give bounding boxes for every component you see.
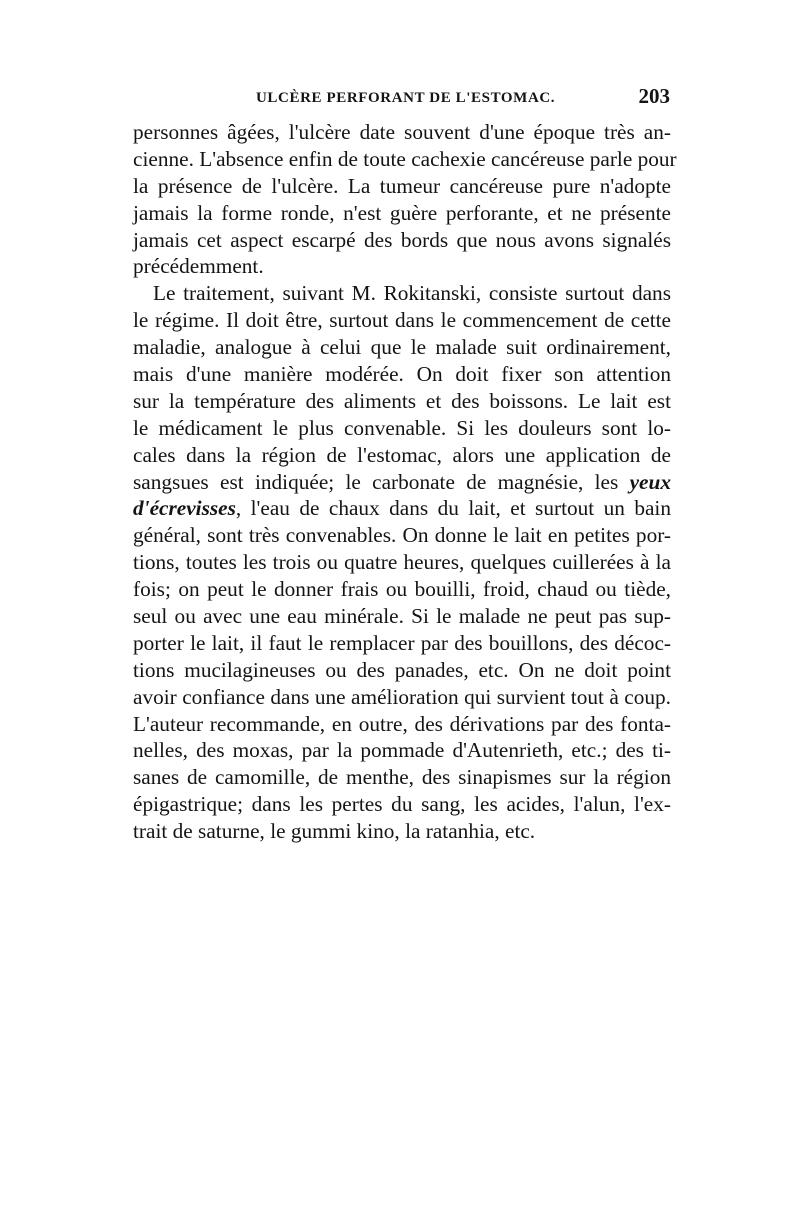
text-line: maladie, analogue à celui que le malade suit ordinairement,: [133, 335, 671, 360]
text-line-part: sangsues est indiquée; le carbonate de magnésie, les: [133, 469, 619, 494]
text-line: personnes âgées, l'ulcère date souvent d'une époque très an-: [133, 120, 671, 144]
running-title: ULCÈRE PERFORANT DE L'ESTOMAC.: [256, 90, 556, 106]
text-line-part: , l'eau de chaux dans du lait, et surtout un bain: [235, 496, 671, 521]
text-line: le médicament le plus convenable. Si les douleurs sont lo-: [133, 415, 671, 440]
text-line: sanes de camomille, de menthe, des sinapismes sur la région: [133, 765, 671, 790]
text-line: Le traitement, suivant M. Rokitanski, consiste surtout dans: [153, 281, 671, 306]
text-line: général, sont très convenables. On donne le lait en petites por-: [133, 523, 671, 548]
body-text: [133, 119, 677, 845]
text-line: nelles, des moxas, par la pommade d'Autenrieth, etc.; des ti-: [133, 738, 671, 763]
text-line: seul ou avec une eau minérale. Si le malade ne peut pas sup-: [133, 604, 671, 629]
italic-word: yeux: [629, 469, 671, 494]
text-line: sur la température des aliments et des boissons. Le lait est: [133, 388, 671, 413]
text-line: jamais la forme ronde, n'est guère perforante, et ne présente: [133, 200, 671, 225]
text-line: tions mucilagineuses ou des panades, etc. On ne doit point: [133, 657, 671, 682]
text-line: cienne. L'absence enfin de toute cachexie cancéreuse parle pour: [133, 146, 677, 171]
italic-word: d'écrevisses: [133, 496, 236, 521]
text-line: jamais cet aspect escarpé des bords que nous avons signalés: [133, 227, 671, 252]
running-head: [130, 84, 670, 114]
text-line: avoir confiance dans une amélioration qui survient tout à coup.: [133, 684, 671, 709]
text-line: cales dans la région de l'estomac, alors une application de: [133, 442, 671, 467]
text-line: la présence de l'ulcère. La tumeur cancéreuse pure n'adopte: [133, 173, 671, 198]
text-line: fois; on peut le donner frais ou bouilli, froid, chaud ou tiède,: [133, 577, 671, 602]
text-line-with-italic: [133, 469, 671, 496]
text-line: précédemment.: [133, 254, 264, 279]
text-line: porter le lait, il faut le remplacer par des bouillons, des décoc-: [133, 630, 671, 655]
page-number: 203: [638, 84, 670, 108]
text-line: L'auteur recommande, en outre, des dérivations par des fonta-: [133, 711, 671, 736]
text-line-with-italic: [133, 495, 671, 522]
text-line: le régime. Il doit être, surtout dans le commencement de cette: [133, 308, 671, 333]
text-line: mais d'une manière modérée. On doit fixer son attention: [133, 362, 671, 387]
text-line: trait de saturne, le gummi kino, la ratanhia, etc.: [133, 819, 536, 844]
text-line: tions, toutes les trois ou quatre heures, quelques cuillerées à la: [133, 550, 671, 575]
text-line: épigastrique; dans les pertes du sang, les acides, l'alun, l'ex-: [133, 792, 671, 817]
